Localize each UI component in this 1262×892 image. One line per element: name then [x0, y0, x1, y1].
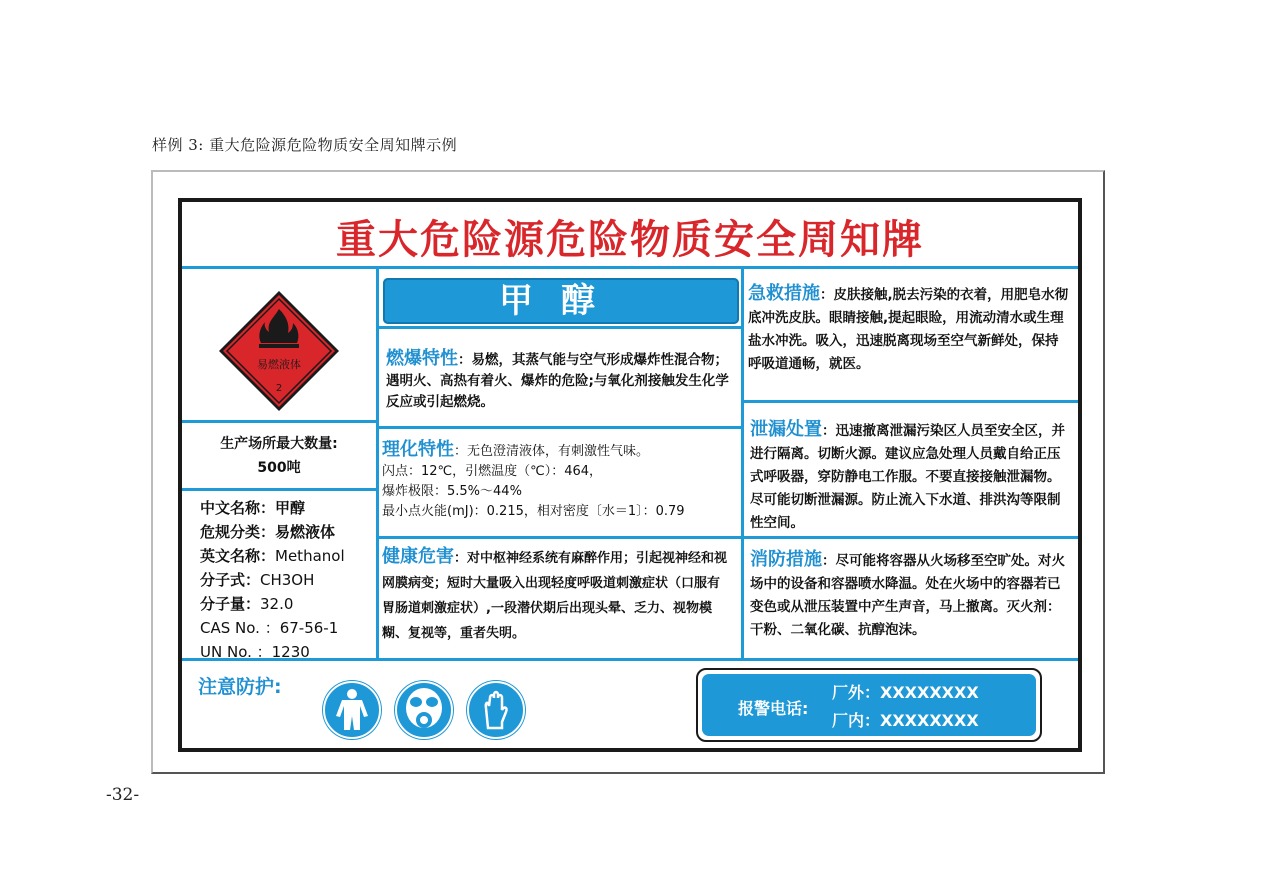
divider	[741, 536, 1078, 539]
hazard-diamond	[217, 289, 341, 413]
divider	[182, 266, 1078, 269]
page-number: -32-	[106, 785, 140, 805]
info-row: 危规分类：易燃液体	[200, 523, 336, 541]
max-quantity	[182, 432, 376, 480]
fire-explosion-section: 燃爆特性：易燃，其蒸气能与空气形成爆炸性混合物；遇明火、高热有着火、爆炸的危险;与氧化剂接触发生化学反应或引起燃烧。	[386, 348, 729, 410]
leak-section: 泄漏处置：迅速撤离泄漏污染区人员至安全区，并进行隔离。切断火源。建议应急处理人员戴自给正压式呼吸器，穿防静电工作服。不要直接接触泄漏物。尽可能切断泄漏源。防止流入下水道、排洪沟等限制性空间。	[750, 419, 1065, 531]
protection-label: 注意防护:	[198, 676, 282, 698]
sign-title: 重大危险源危险物质安全周知牌	[336, 217, 924, 263]
info-row: UN No. ：1230	[200, 643, 310, 661]
section-heading: 消防措施	[750, 549, 822, 570]
divider	[182, 420, 376, 423]
protective-suit-icon	[322, 680, 382, 740]
divider	[741, 266, 744, 658]
divider	[376, 426, 741, 429]
gloves-icon	[466, 680, 526, 740]
info-row: 分子式：CH3OH	[200, 571, 315, 589]
caption: 样例 3: 重大危险源危险物质安全周知牌示例	[152, 136, 458, 154]
divider	[376, 326, 741, 329]
info-row: CAS No. ：67-56-1	[200, 619, 339, 637]
health-section: 健康危害：对中枢神经系统有麻醉作用；引起视神经和视网膜病变；短时大量吸入出现轻度呼吸道刺激症状（口服有胃肠道刺激症状）,一段潜伏期后出现头晕、乏力、视物模糊、复视等，重者失明。	[382, 546, 728, 641]
substance-info	[200, 496, 345, 664]
alarm-inside: 厂内：XXXXXXXX	[832, 711, 979, 730]
max-quantity-value: 500吨	[257, 460, 301, 476]
divider	[741, 400, 1078, 403]
section-heading: 急救措施	[748, 283, 820, 304]
section-heading: 燃爆特性	[386, 348, 458, 369]
hazard-class: 2	[275, 383, 283, 394]
divider	[182, 488, 376, 491]
physchem-section: 理化特性：无色澄清液体，有刺激性气味。 闪点：12℃，引燃温度（℃）：464， 爆炸极限：5.5%～44% 最小点火能(mJ)：0.215，相对密度〔水＝1〕：0.79	[382, 439, 685, 519]
info-row: 中文名称：甲醇	[200, 499, 306, 517]
info-row: 分子量：32.0	[200, 595, 294, 613]
substance-name: 甲醇	[383, 278, 739, 324]
info-row: 英文名称：Methanol	[200, 547, 345, 565]
section-heading: 泄漏处置	[750, 419, 822, 440]
alarm-outside: 厂外：XXXXXXXX	[832, 683, 979, 702]
gas-mask-icon	[394, 680, 454, 740]
max-quantity-label: 生产场所最大数量:	[220, 436, 338, 452]
section-heading: 理化特性	[382, 439, 454, 460]
alarm-phone-box	[696, 668, 1042, 742]
firefighting-section: 消防措施：尽可能将容器从火场移至空旷处。对火场中的设备和容器喷水降温。处在火场中的容器若已变色或从泄压装置中产生声音，马上撤离。灭火剂：干粉、二氧化碳、抗醇泡沫。	[750, 549, 1065, 638]
section-heading: 健康危害	[382, 546, 454, 567]
alarm-label: 报警电话:	[738, 699, 809, 718]
hazard-label: 易燃液体	[257, 358, 301, 371]
safety-board	[178, 198, 1082, 752]
divider	[376, 266, 379, 658]
first-aid-section: 急救措施：皮肤接触,脱去污染的衣着，用肥皂水彻底冲洗皮肤。眼睛接触,提起眼睑，用流动清水或生理盐水冲洗。吸入，迅速脱离现场至空气新鲜处，保持呼吸道通畅，就医。	[748, 283, 1069, 372]
divider	[376, 536, 741, 539]
